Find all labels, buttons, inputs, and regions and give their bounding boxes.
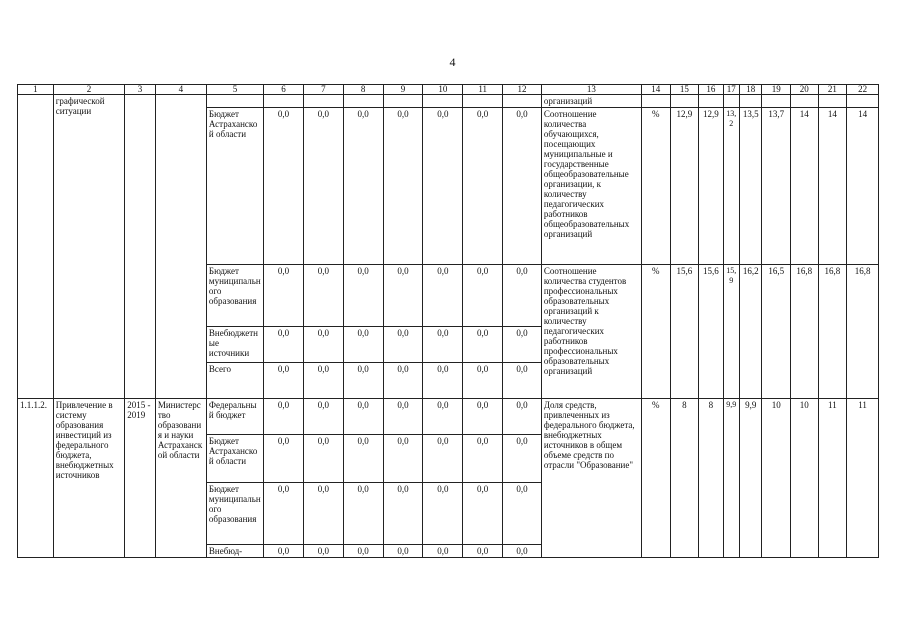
source-cell: Бюджет муниципального образования: [206, 483, 263, 545]
value-cell: 0,0: [343, 327, 383, 363]
column-number: 2: [53, 85, 124, 95]
target-cell: 12,9: [670, 108, 699, 265]
value-cell: [423, 95, 463, 108]
column-number: 19: [762, 85, 791, 95]
target-cell: [762, 95, 791, 108]
target-cell: 16,8: [847, 265, 879, 399]
target-cell: 16,5: [762, 265, 791, 399]
column-number: 4: [155, 85, 206, 95]
value-cell: 0,0: [303, 435, 343, 483]
source-cell: Всего: [206, 363, 263, 399]
continuation-row: [18, 95, 879, 108]
target-cell: 13,5: [739, 108, 761, 265]
target-cell: 15,9: [723, 265, 739, 399]
source-cell: Бюджет муниципального образования: [206, 265, 263, 327]
column-number-row: [18, 85, 879, 95]
value-cell: 0,0: [383, 545, 423, 558]
value-cell: 0,0: [423, 363, 463, 399]
value-cell: 0,0: [463, 265, 503, 327]
value-cell: 0,0: [264, 545, 304, 558]
value-cell: 0,0: [303, 108, 343, 265]
column-number: 15: [670, 85, 699, 95]
target-cell: 13,7: [762, 108, 791, 265]
value-cell: 0,0: [303, 483, 343, 545]
unit-cell: [641, 95, 670, 108]
period-cell: 2015 - 2019: [125, 399, 156, 558]
unit-cell: %: [641, 265, 670, 399]
column-number: 6: [264, 85, 304, 95]
period-cell: [125, 95, 156, 399]
code-cell: 1.1.1.2.: [18, 399, 54, 558]
target-cell: 9,9: [739, 399, 761, 558]
value-cell: 0,0: [343, 399, 383, 435]
indicator-cell: организаций: [541, 95, 641, 108]
column-number: 14: [641, 85, 670, 95]
target-cell: 14: [791, 108, 819, 265]
executor-cell: Министерство образования и науки Астраханской области: [155, 399, 206, 558]
value-cell: 0,0: [383, 327, 423, 363]
source-cell: Внебюджетные источники: [206, 327, 263, 363]
value-cell: 0,0: [343, 545, 383, 558]
value-cell: 0,0: [343, 265, 383, 327]
value-cell: 0,0: [383, 363, 423, 399]
value-cell: 0,0: [463, 399, 503, 435]
column-number: 8: [343, 85, 383, 95]
target-cell: 11: [847, 399, 879, 558]
column-number: 1: [18, 85, 54, 95]
target-cell: [670, 95, 699, 108]
value-cell: 0,0: [423, 327, 463, 363]
source-cell: Внебюд-: [206, 545, 263, 558]
value-cell: 0,0: [503, 327, 542, 363]
value-cell: 0,0: [463, 363, 503, 399]
value-cell: 0,0: [303, 545, 343, 558]
value-cell: 0,0: [264, 483, 304, 545]
target-cell: 12,9: [699, 108, 724, 265]
column-number: 3: [125, 85, 156, 95]
target-cell: 10: [791, 399, 819, 558]
value-cell: 0,0: [383, 435, 423, 483]
target-cell: 15,6: [670, 265, 699, 399]
indicator-cell: Доля средств, привлеченных из федерального бюджета, внебюджетных источников в общем объеме средств по отрасли "Образование": [541, 399, 641, 558]
value-cell: 0,0: [383, 265, 423, 327]
value-cell: 0,0: [343, 435, 383, 483]
value-cell: [303, 95, 343, 108]
value-cell: 0,0: [264, 265, 304, 327]
source-cell: [206, 95, 263, 108]
unit-cell: %: [641, 399, 670, 558]
target-cell: [818, 95, 847, 108]
source-cell: Бюджет Астраханской области: [206, 108, 263, 265]
value-cell: 0,0: [343, 483, 383, 545]
value-cell: [463, 95, 503, 108]
target-cell: [847, 95, 879, 108]
value-cell: 0,0: [264, 399, 304, 435]
value-cell: 0,0: [264, 327, 304, 363]
target-cell: [791, 95, 819, 108]
value-cell: 0,0: [503, 435, 542, 483]
column-number: 12: [503, 85, 542, 95]
target-cell: [723, 95, 739, 108]
column-number: 9: [383, 85, 423, 95]
target-cell: 16,8: [791, 265, 819, 399]
value-cell: 0,0: [383, 483, 423, 545]
column-number: 20: [791, 85, 819, 95]
event-name-cell: графической ситуации: [53, 95, 124, 399]
column-number: 5: [206, 85, 263, 95]
value-cell: 0,0: [264, 435, 304, 483]
target-cell: 16,8: [818, 265, 847, 399]
value-cell: 0,0: [423, 108, 463, 265]
source-cell: Бюджет Астраханской области: [206, 435, 263, 483]
value-cell: 0,0: [383, 399, 423, 435]
value-cell: [264, 95, 304, 108]
value-cell: 0,0: [463, 545, 503, 558]
code-cell: [18, 95, 54, 399]
value-cell: 0,0: [343, 108, 383, 265]
value-cell: 0,0: [423, 483, 463, 545]
value-cell: 0,0: [423, 265, 463, 327]
column-number: 22: [847, 85, 879, 95]
value-cell: 0,0: [503, 399, 542, 435]
value-cell: 0,0: [463, 483, 503, 545]
value-cell: 0,0: [303, 363, 343, 399]
indicator-cell: Соотношение количества обучающихся, посещающих муниципальные и государственные общеобразовательные организации, к количеству педагогических работников общеобразовательных организаций: [541, 108, 641, 265]
value-cell: [383, 95, 423, 108]
target-cell: 8: [699, 399, 724, 558]
value-cell: 0,0: [423, 435, 463, 483]
column-number: 11: [463, 85, 503, 95]
value-cell: 0,0: [423, 545, 463, 558]
value-cell: 0,0: [503, 108, 542, 265]
value-cell: 0,0: [423, 399, 463, 435]
column-number: 7: [303, 85, 343, 95]
value-cell: 0,0: [463, 435, 503, 483]
value-cell: [343, 95, 383, 108]
value-cell: 0,0: [463, 327, 503, 363]
value-cell: 0,0: [503, 545, 542, 558]
target-cell: 13,2: [723, 108, 739, 265]
target-cell: [739, 95, 761, 108]
event-name-cell: Привлечение в систему образования инвестиций из федерального бюджета, внебюджетных источников: [53, 399, 124, 558]
target-cell: [699, 95, 724, 108]
value-cell: 0,0: [303, 399, 343, 435]
page-number: 4: [449, 55, 456, 69]
table-row: [18, 399, 879, 435]
target-cell: 15,6: [699, 265, 724, 399]
unit-cell: %: [641, 108, 670, 265]
value-cell: 0,0: [463, 108, 503, 265]
value-cell: 0,0: [303, 265, 343, 327]
column-number: 18: [739, 85, 761, 95]
target-cell: 14: [818, 108, 847, 265]
target-cell: 11: [818, 399, 847, 558]
source-cell: Федеральный бюджет: [206, 399, 263, 435]
column-number: 21: [818, 85, 847, 95]
indicator-cell: Соотношение количества студентов профессиональных образовательных организаций к количеству педагогических работников профессиональных образовательных организаций: [541, 265, 641, 399]
value-cell: 0,0: [343, 363, 383, 399]
column-number: 16: [699, 85, 724, 95]
target-cell: 10: [762, 399, 791, 558]
value-cell: 0,0: [264, 108, 304, 265]
target-cell: 14: [847, 108, 879, 265]
target-cell: 9,9: [723, 399, 739, 558]
value-cell: 0,0: [503, 483, 542, 545]
program-table: [17, 84, 879, 558]
executor-cell: [155, 95, 206, 399]
target-cell: 16,2: [739, 265, 761, 399]
value-cell: 0,0: [303, 327, 343, 363]
value-cell: 0,0: [383, 108, 423, 265]
column-number: 17: [723, 85, 739, 95]
value-cell: 0,0: [503, 363, 542, 399]
column-number: 10: [423, 85, 463, 95]
target-cell: 8: [670, 399, 699, 558]
column-number: 13: [541, 85, 641, 95]
value-cell: [503, 95, 542, 108]
value-cell: 0,0: [503, 265, 542, 327]
value-cell: 0,0: [264, 363, 304, 399]
